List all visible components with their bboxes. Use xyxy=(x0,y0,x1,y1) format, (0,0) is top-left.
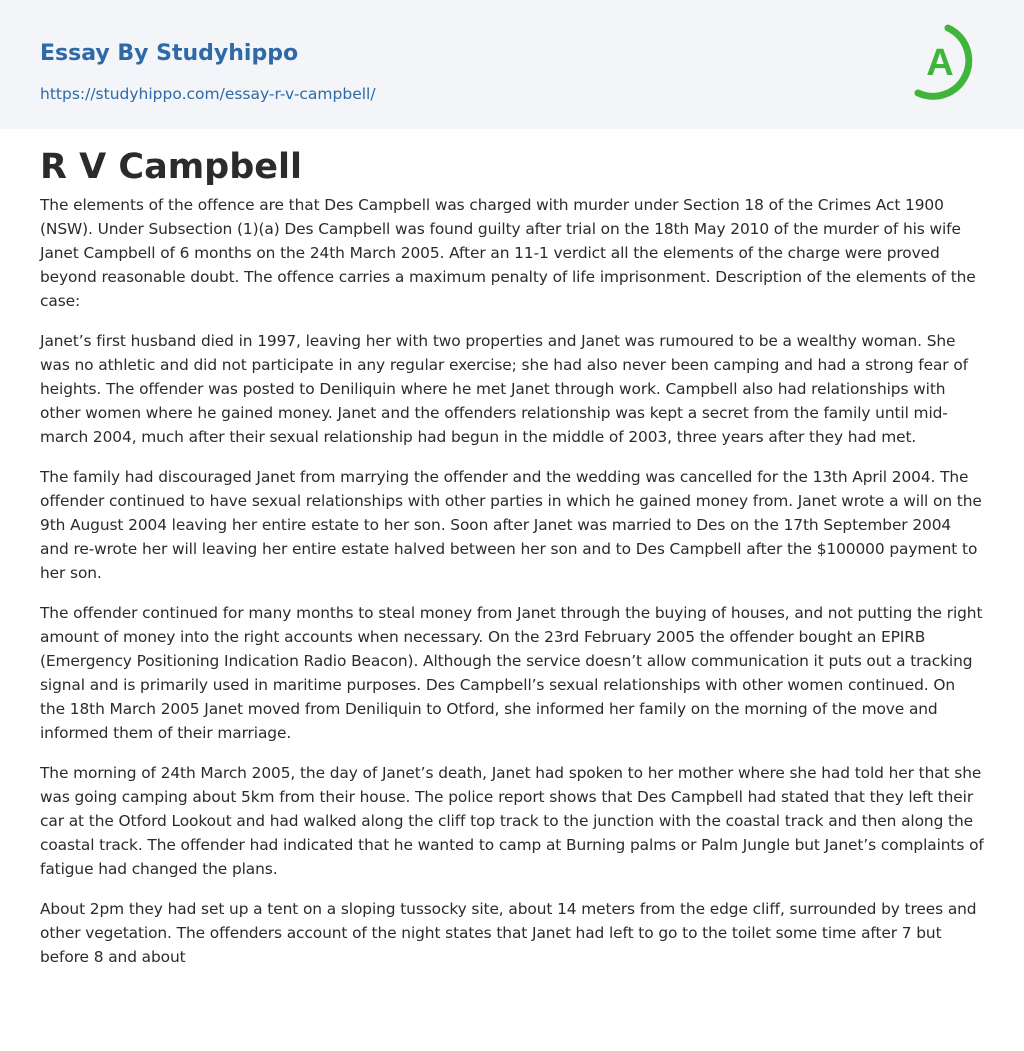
essay-paragraph: About 2pm they had set up a tent on a sloping tussocky site, about 14 meters from the edge cliff, surrounded by trees and other vegetation. The offenders account of the night states that Janet had left to go to the toilet some time after 7 but before 8 and about xyxy=(40,900,977,966)
brand-title[interactable]: Essay By Studyhippo xyxy=(40,41,299,66)
essay-paragraph: The elements of the offence are that Des Campbell was charged with murder under Section 18 of the Crimes Act 1900 (NSW). Under Subsection (1)(a) Des Campbell was found guilty after trial on the 18th May 2010 of the murder of his wife Janet Campbell of 6 months on the 24th March 2005. After an 11-1 verdict all the elements of the charge were proved beyond reasonable doubt. The offence carries a maximum penalty of life imprisonment. Description of the elements of the case: xyxy=(40,196,976,310)
essay-content xyxy=(0,129,1024,969)
site-header xyxy=(0,0,1024,129)
essay-paragraph: The morning of 24th March 2005, the day of Janet’s death, Janet had spoken to her mother where she had told her that she was going camping about 5km from their house. The police report shows that Des Campbell had stated that they left their car at the Otford Lookout and had walked along the cliff top track to the junction with the coastal track and then along the coastal track. The offender had indicated that he wanted to camp at Burning palms or Palm Jungle but Janet’s complaints of fatigue had changed the plans. xyxy=(40,764,984,878)
essay-paragraph: Janet’s first husband died in 1997, leaving her with two properties and Janet was rumoured to be a wealthy woman. She was no athletic and did not participate in any regular exercise; she had also never been camping and had a strong fear of heights. The offender was posted to Deniliquin where he met Janet through work. Campbell also had relationships with other women where he gained money. Janet and the offenders relationship was kept a secret from the family until mid-march 2004, much after their sexual relationship had begun in the middle of 2003, three years after they had met. xyxy=(40,332,968,446)
essay-paragraph: The offender continued for many months to steal money from Janet through the buying of houses, and not putting the right amount of money into the right accounts when necessary. On the 23rd February 2005 the offender bought an EPIRB (Emergency Positioning Indication Radio Beacon). Although the service doesn’t allow communication it puts out a tracking signal and is primarily used in maritime purposes. Des Campbell’s sexual relationships with other women continued. On the 18th March 2005 Janet moved from Deniliquin to Otford, she informed her family on the morning of the move and informed them of their marriage. xyxy=(40,604,983,742)
studyhippo-logo-icon[interactable] xyxy=(912,19,986,105)
logo-letter: A xyxy=(926,42,954,84)
page-url-link[interactable]: https://studyhippo.com/essay-r-v-campbell/ xyxy=(40,85,376,103)
essay-paragraph: The family had discouraged Janet from marrying the offender and the wedding was cancelled for the 13th April 2004. The offender continued to have sexual relationships with other parties in which he gained money from. Janet wrote a will on the 9th August 2004 leaving her entire estate to her son. Soon after Janet was married to Des on the 17th September 2004 and re-wrote her will leaving her entire estate halved between her son and to Des Campbell after the $100000 payment to her son. xyxy=(40,468,982,582)
essay-title: R V Campbell xyxy=(40,147,303,187)
